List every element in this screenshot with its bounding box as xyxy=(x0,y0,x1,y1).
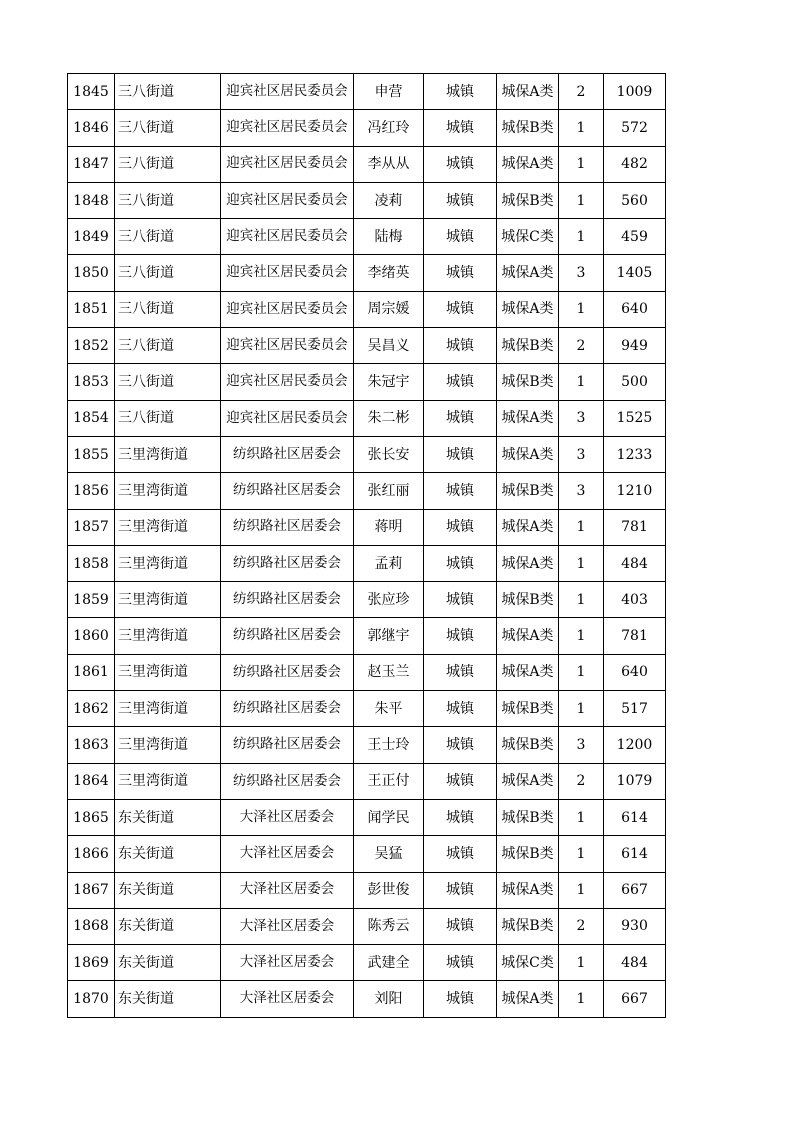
cell-area: 城镇 xyxy=(424,763,497,799)
cell-name: 张应珍 xyxy=(354,582,424,618)
cell-id: 1859 xyxy=(68,582,115,618)
cell-type: 城保B类 xyxy=(497,908,559,944)
cell-name: 蒋明 xyxy=(354,509,424,545)
cell-name: 陈秀云 xyxy=(354,908,424,944)
cell-name: 朱二彬 xyxy=(354,400,424,436)
cell-id: 1858 xyxy=(68,545,115,581)
table-row xyxy=(68,328,666,364)
cell-persons: 1 xyxy=(559,981,604,1017)
cell-name: 申营 xyxy=(354,74,424,110)
cell-amount: 517 xyxy=(604,691,666,727)
cell-street: 三里湾街道 xyxy=(115,654,221,690)
cell-area: 城镇 xyxy=(424,799,497,835)
cell-persons: 1 xyxy=(559,618,604,654)
cell-amount: 930 xyxy=(604,908,666,944)
cell-street: 三里湾街道 xyxy=(115,618,221,654)
cell-persons: 1 xyxy=(559,219,604,255)
cell-amount: 781 xyxy=(604,509,666,545)
cell-type: 城保A类 xyxy=(497,291,559,327)
cell-persons: 3 xyxy=(559,473,604,509)
cell-amount: 614 xyxy=(604,836,666,872)
table-row xyxy=(68,582,666,618)
cell-area: 城镇 xyxy=(424,436,497,472)
cell-id: 1861 xyxy=(68,654,115,690)
cell-type: 城保A类 xyxy=(497,146,559,182)
cell-amount: 482 xyxy=(604,146,666,182)
cell-street: 东关街道 xyxy=(115,872,221,908)
table-row xyxy=(68,74,666,110)
cell-name: 凌莉 xyxy=(354,182,424,218)
cell-name: 李绪英 xyxy=(354,255,424,291)
cell-street: 三里湾街道 xyxy=(115,763,221,799)
cell-amount: 484 xyxy=(604,945,666,981)
cell-persons: 1 xyxy=(559,364,604,400)
cell-community: 迎宾社区居民委员会 xyxy=(221,291,354,327)
cell-community: 纺织路社区居委会 xyxy=(221,691,354,727)
cell-amount: 572 xyxy=(604,110,666,146)
cell-type: 城保B类 xyxy=(497,582,559,618)
cell-street: 三里湾街道 xyxy=(115,727,221,763)
cell-persons: 2 xyxy=(559,908,604,944)
cell-persons: 1 xyxy=(559,691,604,727)
cell-area: 城镇 xyxy=(424,908,497,944)
cell-persons: 1 xyxy=(559,836,604,872)
cell-name: 张红丽 xyxy=(354,473,424,509)
cell-name: 冯红玲 xyxy=(354,110,424,146)
cell-amount: 1525 xyxy=(604,400,666,436)
cell-id: 1851 xyxy=(68,291,115,327)
cell-type: 城保A类 xyxy=(497,436,559,472)
cell-amount: 1200 xyxy=(604,727,666,763)
cell-amount: 667 xyxy=(604,872,666,908)
cell-type: 城保A类 xyxy=(497,763,559,799)
cell-id: 1845 xyxy=(68,74,115,110)
table-row xyxy=(68,182,666,218)
cell-name: 吴昌义 xyxy=(354,328,424,364)
cell-street: 三八街道 xyxy=(115,400,221,436)
cell-persons: 1 xyxy=(559,509,604,545)
cell-community: 纺织路社区居委会 xyxy=(221,509,354,545)
cell-amount: 1405 xyxy=(604,255,666,291)
table-row xyxy=(68,110,666,146)
cell-amount: 667 xyxy=(604,981,666,1017)
cell-amount: 1233 xyxy=(604,436,666,472)
cell-area: 城镇 xyxy=(424,255,497,291)
cell-street: 东关街道 xyxy=(115,981,221,1017)
cell-type: 城保A类 xyxy=(497,509,559,545)
cell-id: 1849 xyxy=(68,219,115,255)
cell-persons: 2 xyxy=(559,763,604,799)
cell-amount: 614 xyxy=(604,799,666,835)
cell-name: 刘阳 xyxy=(354,981,424,1017)
cell-community: 迎宾社区居民委员会 xyxy=(221,364,354,400)
cell-type: 城保A类 xyxy=(497,981,559,1017)
cell-name: 闻学民 xyxy=(354,799,424,835)
cell-area: 城镇 xyxy=(424,328,497,364)
cell-persons: 1 xyxy=(559,654,604,690)
cell-community: 迎宾社区居民委员会 xyxy=(221,74,354,110)
table-row xyxy=(68,400,666,436)
cell-area: 城镇 xyxy=(424,945,497,981)
table-row xyxy=(68,691,666,727)
cell-community: 迎宾社区居民委员会 xyxy=(221,182,354,218)
cell-area: 城镇 xyxy=(424,872,497,908)
cell-street: 东关街道 xyxy=(115,945,221,981)
cell-type: 城保B类 xyxy=(497,110,559,146)
cell-amount: 640 xyxy=(604,654,666,690)
cell-amount: 781 xyxy=(604,618,666,654)
cell-type: 城保C类 xyxy=(497,945,559,981)
cell-street: 三八街道 xyxy=(115,328,221,364)
cell-id: 1855 xyxy=(68,436,115,472)
cell-street: 三八街道 xyxy=(115,219,221,255)
cell-community: 大泽社区居委会 xyxy=(221,799,354,835)
cell-area: 城镇 xyxy=(424,836,497,872)
cell-community: 迎宾社区居民委员会 xyxy=(221,400,354,436)
cell-amount: 949 xyxy=(604,328,666,364)
cell-amount: 1009 xyxy=(604,74,666,110)
cell-persons: 1 xyxy=(559,146,604,182)
cell-amount: 500 xyxy=(604,364,666,400)
cell-id: 1847 xyxy=(68,146,115,182)
cell-id: 1852 xyxy=(68,328,115,364)
cell-persons: 3 xyxy=(559,400,604,436)
cell-area: 城镇 xyxy=(424,146,497,182)
cell-name: 王士玲 xyxy=(354,727,424,763)
cell-area: 城镇 xyxy=(424,545,497,581)
cell-street: 东关街道 xyxy=(115,908,221,944)
cell-persons: 2 xyxy=(559,328,604,364)
cell-type: 城保A类 xyxy=(497,545,559,581)
cell-type: 城保A类 xyxy=(497,618,559,654)
cell-street: 三八街道 xyxy=(115,182,221,218)
cell-persons: 3 xyxy=(559,255,604,291)
table-row xyxy=(68,146,666,182)
cell-id: 1866 xyxy=(68,836,115,872)
cell-persons: 1 xyxy=(559,799,604,835)
cell-amount: 1079 xyxy=(604,763,666,799)
cell-persons: 1 xyxy=(559,545,604,581)
cell-area: 城镇 xyxy=(424,618,497,654)
records-table-body xyxy=(68,74,666,1018)
cell-type: 城保B类 xyxy=(497,836,559,872)
cell-persons: 1 xyxy=(559,182,604,218)
table-row xyxy=(68,509,666,545)
cell-type: 城保A类 xyxy=(497,400,559,436)
cell-persons: 1 xyxy=(559,945,604,981)
cell-type: 城保B类 xyxy=(497,182,559,218)
cell-type: 城保B类 xyxy=(497,691,559,727)
cell-type: 城保B类 xyxy=(497,727,559,763)
cell-community: 纺织路社区居委会 xyxy=(221,436,354,472)
cell-id: 1856 xyxy=(68,473,115,509)
cell-community: 迎宾社区居民委员会 xyxy=(221,110,354,146)
cell-area: 城镇 xyxy=(424,691,497,727)
cell-area: 城镇 xyxy=(424,654,497,690)
cell-persons: 3 xyxy=(559,727,604,763)
cell-community: 纺织路社区居委会 xyxy=(221,727,354,763)
cell-name: 周宗媛 xyxy=(354,291,424,327)
cell-id: 1862 xyxy=(68,691,115,727)
cell-id: 1867 xyxy=(68,872,115,908)
cell-street: 三里湾街道 xyxy=(115,473,221,509)
table-row xyxy=(68,618,666,654)
cell-area: 城镇 xyxy=(424,400,497,436)
table-row xyxy=(68,836,666,872)
table-row xyxy=(68,908,666,944)
cell-street: 三八街道 xyxy=(115,364,221,400)
table-row xyxy=(68,727,666,763)
cell-street: 东关街道 xyxy=(115,836,221,872)
cell-name: 吴猛 xyxy=(354,836,424,872)
cell-id: 1865 xyxy=(68,799,115,835)
records-table xyxy=(67,73,666,1018)
cell-street: 三八街道 xyxy=(115,146,221,182)
cell-community: 纺织路社区居委会 xyxy=(221,545,354,581)
cell-amount: 403 xyxy=(604,582,666,618)
cell-street: 三里湾街道 xyxy=(115,691,221,727)
table-row xyxy=(68,473,666,509)
cell-community: 迎宾社区居民委员会 xyxy=(221,146,354,182)
cell-type: 城保B类 xyxy=(497,364,559,400)
cell-area: 城镇 xyxy=(424,291,497,327)
cell-type: 城保B类 xyxy=(497,473,559,509)
cell-community: 大泽社区居委会 xyxy=(221,945,354,981)
cell-type: 城保A类 xyxy=(497,654,559,690)
cell-area: 城镇 xyxy=(424,182,497,218)
cell-area: 城镇 xyxy=(424,110,497,146)
cell-community: 纺织路社区居委会 xyxy=(221,654,354,690)
cell-name: 陆梅 xyxy=(354,219,424,255)
cell-area: 城镇 xyxy=(424,364,497,400)
cell-id: 1870 xyxy=(68,981,115,1017)
cell-persons: 2 xyxy=(559,74,604,110)
cell-area: 城镇 xyxy=(424,219,497,255)
cell-id: 1857 xyxy=(68,509,115,545)
table-row xyxy=(68,436,666,472)
cell-area: 城镇 xyxy=(424,582,497,618)
table-row xyxy=(68,545,666,581)
cell-id: 1848 xyxy=(68,182,115,218)
cell-name: 王正付 xyxy=(354,763,424,799)
cell-name: 武建全 xyxy=(354,945,424,981)
cell-community: 迎宾社区居民委员会 xyxy=(221,255,354,291)
cell-id: 1860 xyxy=(68,618,115,654)
cell-persons: 3 xyxy=(559,436,604,472)
cell-community: 纺织路社区居委会 xyxy=(221,763,354,799)
cell-name: 朱平 xyxy=(354,691,424,727)
cell-name: 郭继宇 xyxy=(354,618,424,654)
table-row xyxy=(68,945,666,981)
cell-id: 1853 xyxy=(68,364,115,400)
table-row xyxy=(68,981,666,1017)
cell-name: 赵玉兰 xyxy=(354,654,424,690)
cell-community: 大泽社区居委会 xyxy=(221,872,354,908)
cell-area: 城镇 xyxy=(424,74,497,110)
cell-community: 迎宾社区居民委员会 xyxy=(221,219,354,255)
cell-community: 大泽社区居委会 xyxy=(221,908,354,944)
table-row xyxy=(68,364,666,400)
cell-type: 城保C类 xyxy=(497,219,559,255)
cell-area: 城镇 xyxy=(424,509,497,545)
cell-street: 三里湾街道 xyxy=(115,545,221,581)
cell-type: 城保B类 xyxy=(497,328,559,364)
cell-type: 城保B类 xyxy=(497,799,559,835)
cell-name: 朱冠宇 xyxy=(354,364,424,400)
cell-amount: 560 xyxy=(604,182,666,218)
table-row xyxy=(68,872,666,908)
cell-id: 1864 xyxy=(68,763,115,799)
cell-name: 李从从 xyxy=(354,146,424,182)
cell-community: 纺织路社区居委会 xyxy=(221,582,354,618)
cell-street: 三八街道 xyxy=(115,255,221,291)
cell-street: 三八街道 xyxy=(115,74,221,110)
cell-id: 1863 xyxy=(68,727,115,763)
cell-street: 三里湾街道 xyxy=(115,436,221,472)
cell-area: 城镇 xyxy=(424,981,497,1017)
cell-street: 三八街道 xyxy=(115,291,221,327)
table-row xyxy=(68,291,666,327)
cell-street: 三八街道 xyxy=(115,110,221,146)
cell-persons: 1 xyxy=(559,582,604,618)
cell-name: 张长安 xyxy=(354,436,424,472)
cell-name: 孟莉 xyxy=(354,545,424,581)
cell-street: 三里湾街道 xyxy=(115,509,221,545)
cell-street: 东关街道 xyxy=(115,799,221,835)
cell-persons: 1 xyxy=(559,291,604,327)
cell-persons: 1 xyxy=(559,110,604,146)
cell-name: 彭世俊 xyxy=(354,872,424,908)
cell-id: 1846 xyxy=(68,110,115,146)
cell-type: 城保A类 xyxy=(497,74,559,110)
cell-persons: 1 xyxy=(559,872,604,908)
cell-community: 迎宾社区居民委员会 xyxy=(221,328,354,364)
cell-id: 1854 xyxy=(68,400,115,436)
table-row xyxy=(68,219,666,255)
cell-amount: 640 xyxy=(604,291,666,327)
table-row xyxy=(68,654,666,690)
cell-amount: 1210 xyxy=(604,473,666,509)
cell-amount: 484 xyxy=(604,545,666,581)
cell-amount: 459 xyxy=(604,219,666,255)
table-row xyxy=(68,255,666,291)
cell-type: 城保A类 xyxy=(497,872,559,908)
cell-id: 1868 xyxy=(68,908,115,944)
cell-area: 城镇 xyxy=(424,473,497,509)
cell-community: 纺织路社区居委会 xyxy=(221,618,354,654)
cell-street: 三里湾街道 xyxy=(115,582,221,618)
cell-community: 大泽社区居委会 xyxy=(221,836,354,872)
cell-id: 1869 xyxy=(68,945,115,981)
cell-community: 纺织路社区居委会 xyxy=(221,473,354,509)
cell-id: 1850 xyxy=(68,255,115,291)
cell-community: 大泽社区居委会 xyxy=(221,981,354,1017)
cell-area: 城镇 xyxy=(424,727,497,763)
table-row xyxy=(68,799,666,835)
table-row xyxy=(68,763,666,799)
cell-type: 城保A类 xyxy=(497,255,559,291)
